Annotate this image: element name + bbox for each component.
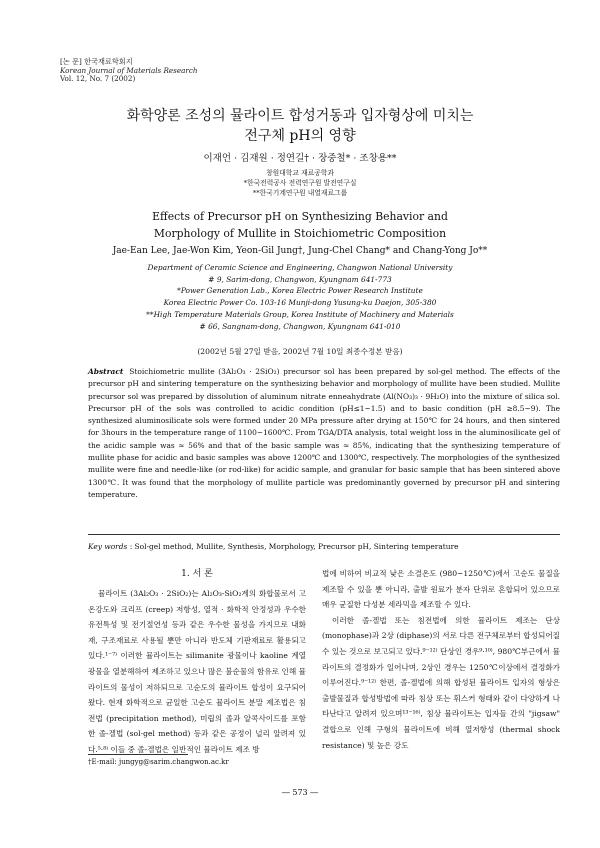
keywords-text: : Sol-gel method, Mullite, Synthesis, Morphology, Precursor pH, Sintering temperature	[129, 542, 459, 551]
body-column-left	[88, 586, 306, 758]
body-paragraph: 이러한 졸-겔법 또는 침전법에 의한 뮬라이트 제조는 단상 (monophase)과 2상 (diphase)의 서로 다른 전구체로부터 합성되어질 수 있는 것으로 보고되고 있다.⁹⁻¹²⁾ 단상인 경우⁹·¹⁰⁾, 980℃부근에서 뮬라이트의 결정화가 일어나며, 2상인 경우는 1250℃이상에서 결정화가 이루어진다.⁹⁻¹²⁾ 한편, 졸-겔법에 의해 합성된 뮬라이트 입자의 형상은 출발물질과 합성방법에 따라 침상 또는 휘스커 형태와 같이 다양하게 나타난다고 알려져 있으며¹³⁻¹⁶⁾, 침상 뮬라이트는 입자들 간의 "jigsaw" 결합으로 인해 구형의 뮬라이트에 비해 열저항성 (thermal shock resistance) 및 높은 강도	[322, 615, 560, 750]
footnote-email: †E-mail: jungyg@sarim.changwon.ac.kr	[88, 758, 229, 766]
abstract-label: Abstract	[88, 367, 124, 376]
authors-korean: 이재언 · 김재원 · 정연길† · 장중철* · 조창용**	[203, 153, 397, 164]
body-paragraph: 뮬라이트 (3Al₂O₃ · 2SiO₂)는 Al₂O₃-SiO₂계의 화합물로서 고온강도와 크리프 (creep) 저항성, 열적 · 화학적 안정성과 우수한 유전특성 및 전기절연성 등과 같은 우수한 물성을 가지므로 내화재, 구조재료로 사용될 뿐만 아니라 반도체 기판재료로 활용되고 있다.¹⁻⁷⁾ 이러한 뮬라이트는 silimanite 광물이나 kaoline 계열 광물을 열분해하여 제조하고 있으나 많은 불순물의 함유로 인해 뮬라이트의 물성이 저하되므로 고순도의 뮬라이트 합성이 요구되어 왔다. 현재 화학적으로 균일한 고순도 뮬라이트 분말 제조법은 침전법 (precipitation method), 미립의 졸과 알콕사이드를 포함한 졸-겔법 (sol-gel method) 등과 같은 공정이 널리 알려져 있다.⁵·⁸⁾ 이들 중 졸-겔법은 일반적인 뮬라이트 제조 방	[88, 589, 306, 754]
journal-header	[60, 58, 198, 84]
abstract-divider	[88, 534, 560, 535]
footnote-divider	[88, 754, 188, 755]
title-korean: 화학양론 조성의 뮬라이트 합성거동과 입자형상에 미치는 전구체 pH의 영향	[126, 108, 474, 144]
affiliations-korean: 창원대학교 재료공학과 *한국전력공사 전력연구원 발전연구실 **한국기계연구원 내열재료그룹	[243, 169, 357, 197]
body-column-right	[322, 566, 560, 753]
page-number: ― 573 ―	[281, 788, 319, 797]
received-dates: (2002년 5월 27일 받음, 2002년 7월 10일 최종수정본 받음)	[197, 347, 403, 356]
journal-name-ko: [논 문] 한국재료학회지	[60, 57, 133, 66]
affiliations-english: Department of Ceramic Science and Engineering, Changwon National University # 9, Sarim-dong, Changwon, Kyungnam 641-773 *Power Generation Lab., Korea Electric Power Research Institute Korea Electric Power Co. 103-16 Munji-dong Yusung-ku Daejon, 305-380 **High Temperature Materials Group, Korea Institute of Machinery and Materials # 66, Sangnam-dong, Changwon, Kyungnam 641-010	[146, 263, 454, 331]
section-heading-introduction: 1. 서 론	[181, 569, 213, 579]
journal-name-en: Korean Journal of Materials Research	[60, 65, 198, 75]
journal-volume: Vol. 12, No. 7 (2002)	[60, 74, 136, 84]
abstract	[88, 366, 560, 501]
title-english: Effects of Precursor pH on Synthesizing Behavior and Morphology of Mullite in Stoichiometric Composition	[152, 210, 448, 240]
keywords-label: Key words	[88, 542, 128, 551]
abstract-text: Stoichiometric mullite (3Al₂O₃ · 2SiO₂) precursor sol has been prepared by sol-gel method. The effects of the precursor pH and sintering temperature on the synthesizing behavior and morphology of mullite have been studied. Mullite precursor sol was prepared by dissolution of aluminum nitrate enneahydrate (Al(NO₃)₃ · 9H₂O) into the mixture of silica sol. Precursor pH of the sols was controlled to acidic condition (pH≤1~1.5) and to basic condition (pH ≥8.5~9). The synthesized aluminosilicate sols were formed under 20 MPa pressure after drying at 150℃ for 24 hours, and then sintered for 3hours in the temperature range of 1100~1600℃. From TGA/DTA analysis, total weight loss in the aluminosilicate gel of the acidic sample was ≈ 56% and that of the basic sample was ≈ 85%, indicating that the synthesizing temperature of mullite phase for acidic and basic samples was above 1200℃ and 1300℃, respectively. The morphologies of the synthesized mullite were fine and needle-like (or rod-like) for acidic sample, and granular for basic sample that has been sintered above 1300℃. It was found that the morphology of mullite particle was predominantly governed by precursor pH and sintering temperature.	[88, 367, 560, 499]
authors-english: Jae-Ean Lee, Jae-Won Kim, Yeon-Gil Jung†, Jung-Chel Chang* and Chang-Yong Jo**	[112, 246, 488, 256]
body-paragraph: 법에 비하여 비교적 낮은 소결온도 (980~1250℃)에서 고순도 물질을 제조할 수 있을 뿐 아니라, 출발 원료가 분자 단위로 혼합되어 있으므로 매우 균질한 다성분 세라믹을 제조할 수 있다.	[322, 569, 560, 610]
keywords	[88, 542, 560, 551]
